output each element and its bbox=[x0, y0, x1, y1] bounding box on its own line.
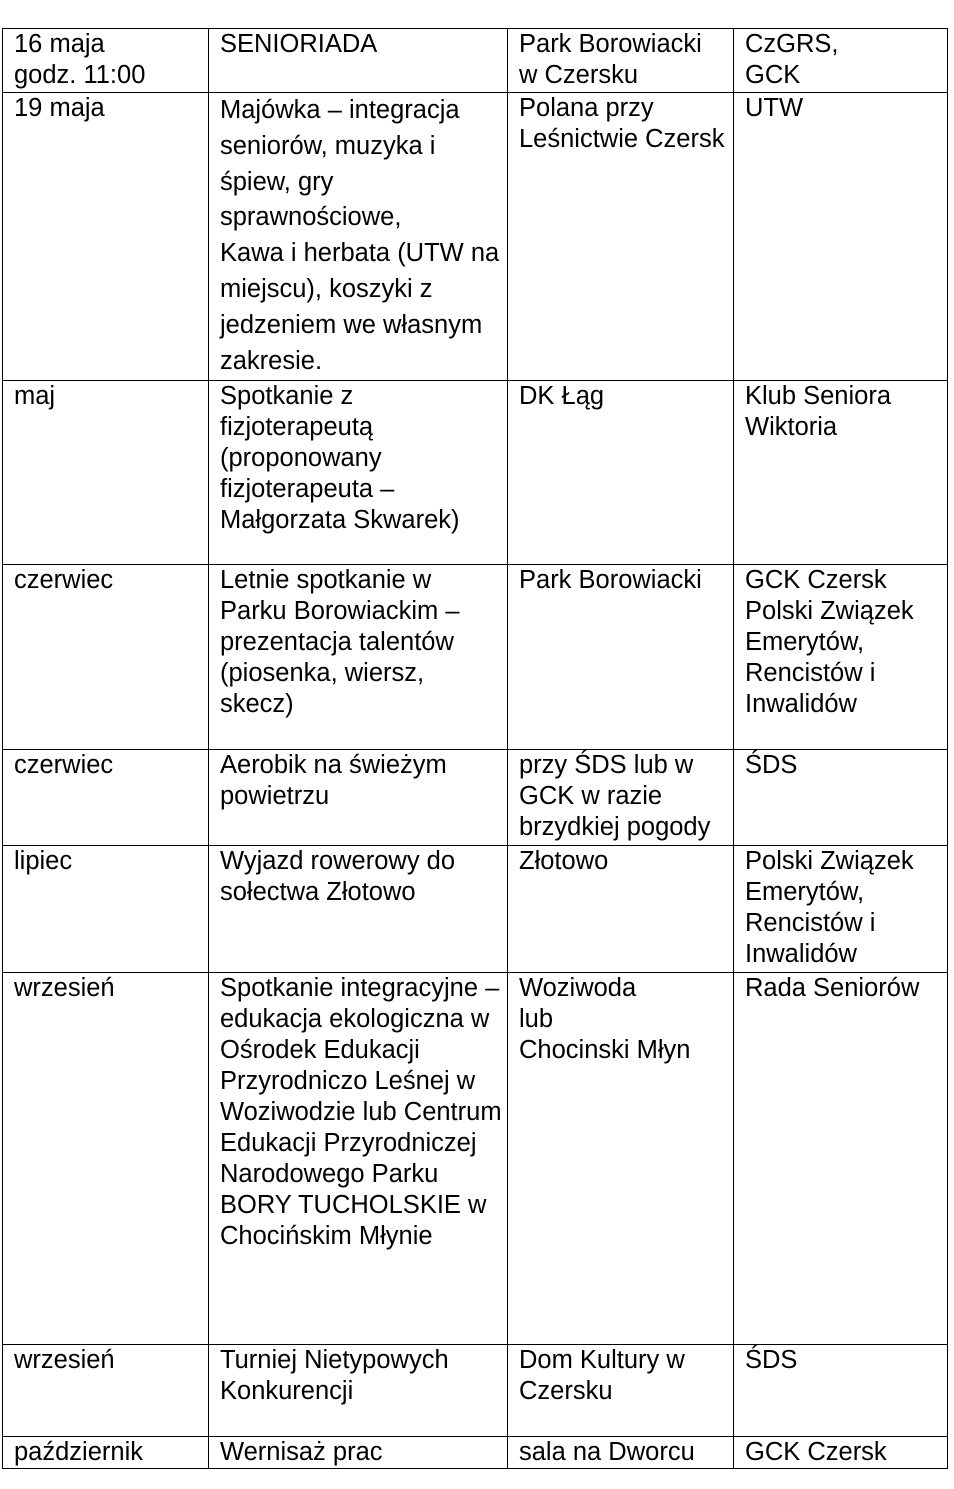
organizer-cell: Klub Seniora Wiktoria bbox=[734, 381, 948, 565]
table-row bbox=[3, 565, 948, 750]
event-cell: Aerobik na świeżym powietrzu bbox=[209, 750, 508, 846]
place-cell: sala na Dworcu bbox=[508, 1437, 734, 1469]
organizer-cell: CzGRS, GCK bbox=[734, 29, 948, 93]
place-cell: Złotowo bbox=[508, 846, 734, 973]
organizer-cell: Polski Związek Emerytów, Rencistów i Inwalidów bbox=[734, 846, 948, 973]
table-row bbox=[3, 381, 948, 565]
date-cell: wrzesień bbox=[3, 1345, 209, 1437]
place-cell: przy ŚDS lub w GCK w razie brzydkiej pogody bbox=[508, 750, 734, 846]
table-row bbox=[3, 750, 948, 846]
date-cell: czerwiec bbox=[3, 750, 209, 846]
table-row bbox=[3, 846, 948, 973]
place-cell: Polana przy Leśnictwie Czersk bbox=[508, 93, 734, 381]
table-row bbox=[3, 1345, 948, 1437]
organizer-cell: ŚDS bbox=[734, 1345, 948, 1437]
table-row bbox=[3, 973, 948, 1345]
date-cell: maj bbox=[3, 381, 209, 565]
organizer-cell: UTW bbox=[734, 93, 948, 381]
event-cell: Turniej Nietypowych Konkurencji bbox=[209, 1345, 508, 1437]
event-cell: Majówka – integracja seniorów, muzyka i śpiew, gry sprawnościowe, Kawa i herbata (UTW na miejscu), koszyki z jedzeniem we własnym zakresie. bbox=[209, 93, 508, 381]
date-cell: wrzesień bbox=[3, 973, 209, 1345]
events-schedule-table bbox=[2, 28, 948, 1469]
organizer-cell: GCK Czersk Polski Związek Emerytów, Rencistów i Inwalidów bbox=[734, 565, 948, 750]
event-cell: Wyjazd rowerowy do sołectwa Złotowo bbox=[209, 846, 508, 973]
event-cell: Spotkanie integracyjne – edukacja ekologiczna w Ośrodek Edukacji Przyrodniczo Leśnej w Woziwodzie lub Centrum Edukacji Przyrodniczej Narodowego Parku BORY TUCHOLSKIE w Chocińskim Młynie bbox=[209, 973, 508, 1345]
date-cell: 16 maja godz. 11:00 bbox=[3, 29, 209, 93]
place-cell: Dom Kultury w Czersku bbox=[508, 1345, 734, 1437]
date-cell: lipiec bbox=[3, 846, 209, 973]
event-cell: Spotkanie z fizjoterapeutą (proponowany fizjoterapeuta – Małgorzata Skwarek) bbox=[209, 381, 508, 565]
date-cell: czerwiec bbox=[3, 565, 209, 750]
place-cell: DK Łąg bbox=[508, 381, 734, 565]
table-row bbox=[3, 93, 948, 381]
table-row bbox=[3, 1437, 948, 1469]
event-cell: Wernisaż prac bbox=[209, 1437, 508, 1469]
date-cell: październik bbox=[3, 1437, 209, 1469]
place-cell: Woziwoda lub Chocinski Młyn bbox=[508, 973, 734, 1345]
organizer-cell: Rada Seniorów bbox=[734, 973, 948, 1345]
place-cell: Park Borowiacki bbox=[508, 565, 734, 750]
date-cell: 19 maja bbox=[3, 93, 209, 381]
organizer-cell: ŚDS bbox=[734, 750, 948, 846]
event-cell: Letnie spotkanie w Parku Borowiackim – prezentacja talentów (piosenka, wiersz, skecz) bbox=[209, 565, 508, 750]
organizer-cell: GCK Czersk bbox=[734, 1437, 948, 1469]
table-row bbox=[3, 29, 948, 93]
event-cell: SENIORIADA bbox=[209, 29, 508, 93]
place-cell: Park Borowiacki w Czersku bbox=[508, 29, 734, 93]
